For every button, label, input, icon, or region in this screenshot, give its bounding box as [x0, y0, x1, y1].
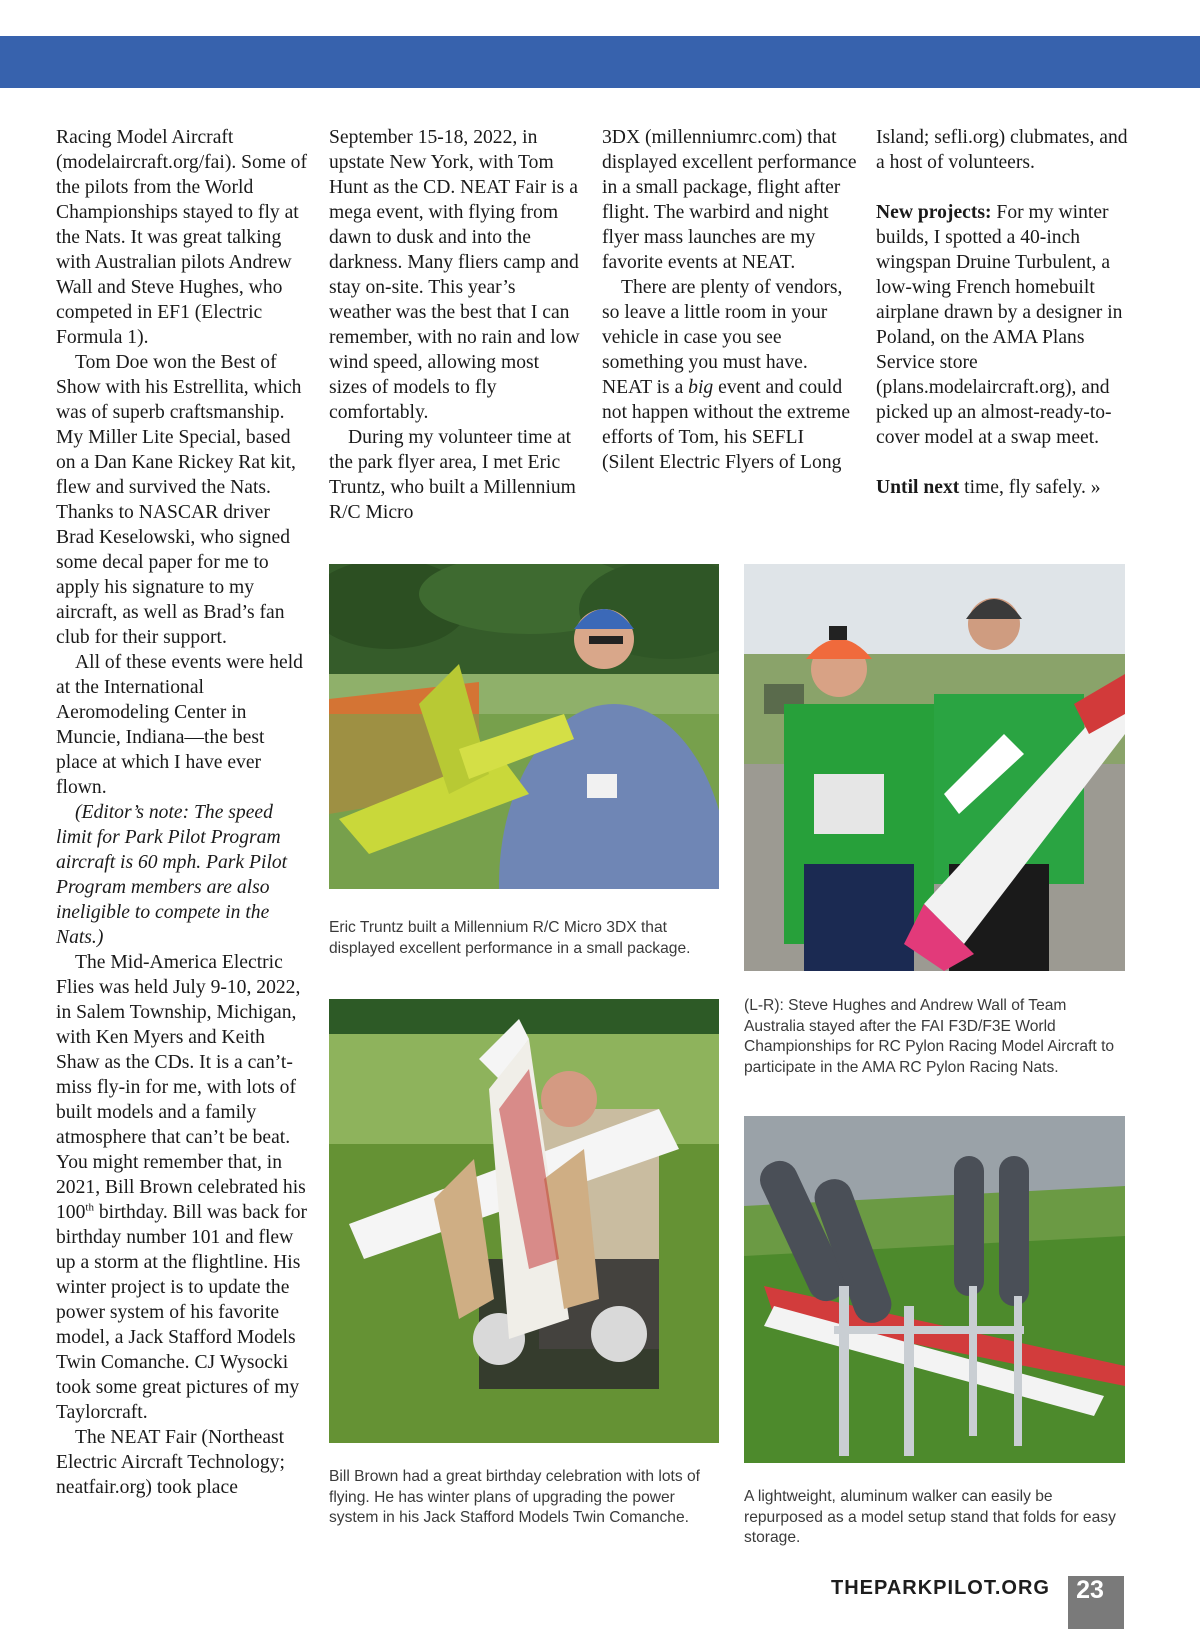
paragraph: There are plenty of vendors, so leave a little room in your vehicle in case you see something you must have. NEAT is a big event and could not happen without the extreme efforts of Tom, his SEFLI (Silent Electric Flyers of Long — [602, 277, 851, 473]
text-column-1 — [56, 125, 308, 1500]
page-number-box — [1068, 1576, 1124, 1629]
editors-note: (Editor’s note: The speed limit for Park Pilot Program aircraft is 60 mph. Park Pilot Program members are also ineligible to compete in the Nats.) — [56, 802, 288, 948]
header-band — [0, 36, 1200, 88]
photo-team-australia — [744, 564, 1125, 971]
photo-eric-truntz — [329, 564, 719, 889]
page-number: 23 — [1076, 1576, 1104, 1604]
caption-bill: Bill Brown had a great birthday celebration with lots of flying. He has winter plans of upgrading the power system in his Jack Stafford Models Twin Comanche. — [329, 1468, 700, 1526]
photo-walker-stand — [744, 1116, 1125, 1463]
paragraph: Tom Doe won the Best of Show with his Estrellita, which was of superb craftsmanship. My Miller Lite Special, based on a Dan Kane Rickey Rat kit, flew and survived the Nats. Thanks to NASCAR driver Brad Keselowski, who signed some decal paper for me to apply his signature to my aircraft, as well as Brad’s fan club for their support. — [56, 352, 302, 648]
paragraph: The Mid-America Electric Flies was held July 9-10, 2022, in Salem Township, Michigan, with Ken Myers and Keith Shaw as the CDs. It is a can’t-miss fly-in for me, with lots of built models and a family atmosphere that can’t be beat. You might remember that, in 2021, Bill Brown celebrated his 100th birthday. Bill was back for birthday number 101 and flew up a storm at the flightline. His winter project is to update the power system of his favorite model, a Jack Stafford Models Twin Comanche. CJ Wysocki took some great pictures of my Taylorcraft. — [56, 952, 308, 1423]
paragraph: All of these events were held at the International Aeromodeling Center in Muncie, Indiana—the best place at which I have ever flown. — [56, 652, 303, 798]
caption-eric: Eric Truntz built a Millennium R/C Micro 3DX that displayed excellent performance in a small package. — [329, 919, 691, 957]
paragraph: September 15-18, 2022, in upstate New York, with Tom Hunt as the CD. NEAT Fair is a mega event, with flying from dawn to dusk and into the darkness. Many fliers camp and stay on-site. This year’s weather was the best that I can remember, with no rain and low wind speed, allowing most sizes of models to fly comfortably. — [329, 127, 580, 423]
paragraph: 3DX (millenniumrc.com) that displayed excellent performance in a small package, flight after flight. The warbird and night flyer mass launches are my favorite events at NEAT. — [602, 127, 857, 273]
text-column-2 — [329, 125, 581, 525]
paragraph: The NEAT Fair (Northeast Electric Aircraft Technology; neatfair.org) took place — [56, 1427, 285, 1498]
site-url: THEPARKPILOT.ORG — [831, 1577, 1050, 1599]
paragraph: New projects: For my winter builds, I spotted a 40-inch wingspan Druine Turbulent, a low-wing French homebuilt airplane drawn by a designer in Poland, on the AMA Plans Service store (plans.modelaircraft.org), and picked up an almost-ready-to-cover model at a swap meet. — [876, 202, 1123, 448]
photo-bill-brown — [329, 999, 719, 1443]
text-column-3 — [602, 125, 860, 475]
paragraph: Racing Model Aircraft (modelaircraft.org/fai). Some of the pilots from the World Championships stayed to fly at the Nats. It was great talking with Australian pilots Andrew Wall and Steve Hughes, who competed in EF1 (Electric Formula 1). — [56, 127, 307, 348]
text-column-4 — [876, 125, 1136, 500]
caption-walker: A lightweight, aluminum walker can easily be repurposed as a model setup stand that folds for easy storage. — [744, 1488, 1116, 1546]
caption-team: (L-R): Steve Hughes and Andrew Wall of Team Australia stayed after the FAI F3D/F3E World Championships for RC Pylon Racing Model Aircraft to participate in the AMA RC Pylon Racing Nats. — [744, 997, 1115, 1076]
sign-off: Until next time, fly safely. » — [876, 477, 1101, 498]
paragraph: During my volunteer time at the park flyer area, I met Eric Truntz, who built a Millennium R/C Micro — [329, 427, 576, 523]
paragraph: Island; sefli.org) clubmates, and a host of volunteers. — [876, 127, 1128, 173]
